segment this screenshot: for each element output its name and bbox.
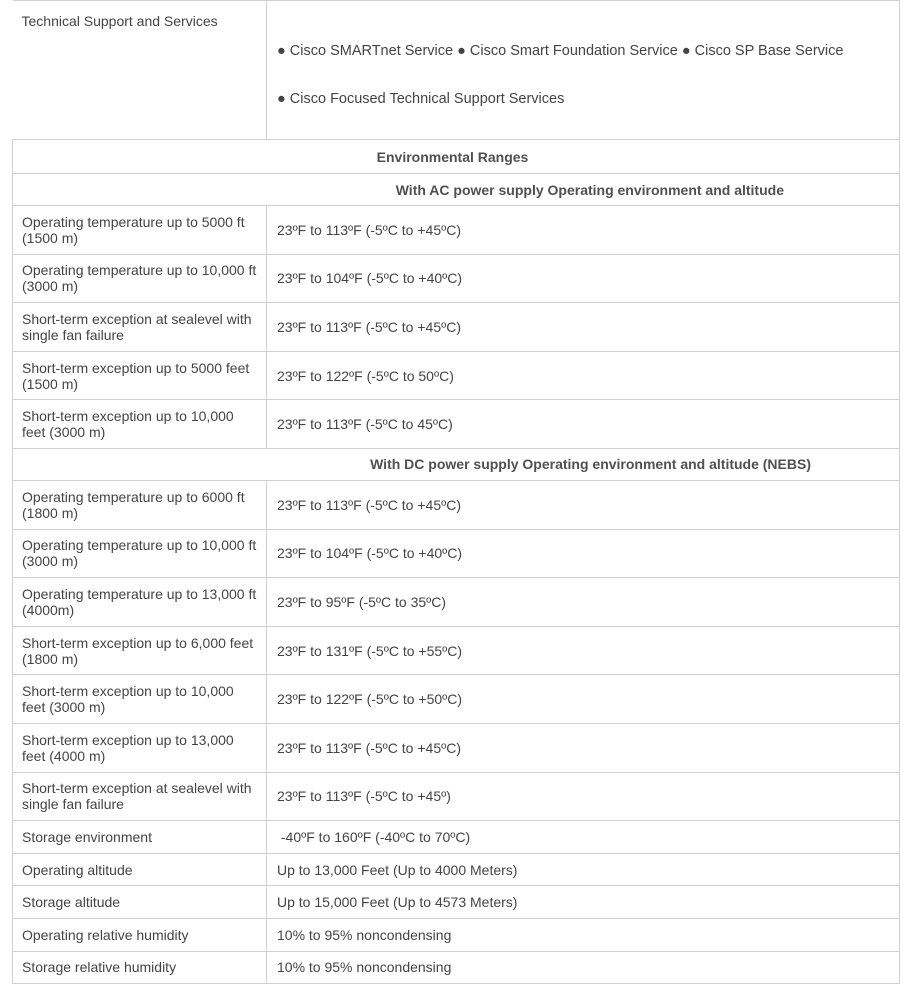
table-row <box>13 821 900 854</box>
row-label: Short-term exception at sealevel with single fan failure <box>13 303 267 352</box>
table-row <box>13 772 900 821</box>
table-row <box>13 206 900 255</box>
services-line-2: ● Cisco Focused Technical Support Services <box>277 91 565 107</box>
table-row <box>13 448 900 480</box>
ac-rows <box>13 206 900 449</box>
row-label: Operating relative humidity <box>13 918 267 951</box>
support-label: Technical Support and Services <box>13 1 267 140</box>
row-label: Operating temperature up to 5000 ft (1500 m) <box>13 206 267 255</box>
row-label: Operating temperature up to 13,000 ft (4000m) <box>13 578 267 627</box>
ac-heading: With AC power supply Operating environment and altitude <box>13 174 900 206</box>
row-value: 23ºF to 122ºF (-5ºC to +50ºC) <box>267 675 900 724</box>
row-value: 23ºF to 113ºF (-5ºC to 45ºC) <box>267 400 900 449</box>
row-label: Short-term exception up to 5000 feet (1500 m) <box>13 351 267 400</box>
row-label: Short-term exception up to 10,000 feet (3000 m) <box>13 675 267 724</box>
row-value: 10% to 95% noncondensing <box>267 918 900 951</box>
row-value: 23ºF to 95ºF (-5ºC to 35ºC) <box>267 578 900 627</box>
row-value: 23ºF to 113ºF (-5ºC to +45º) <box>267 772 900 821</box>
dc-heading: With DC power supply Operating environment and altitude (NEBS) <box>13 448 900 480</box>
row-label: Operating temperature up to 10,000 ft (3000 m) <box>13 529 267 578</box>
row-label: Storage altitude <box>13 886 267 919</box>
row-value: 23ºF to 113ºF (-5ºC to +45ºC) <box>267 303 900 352</box>
dc-rows <box>13 480 900 820</box>
support-services <box>267 1 900 140</box>
row-label: Operating altitude <box>13 853 267 886</box>
other-rows <box>13 821 900 984</box>
row-value: 23ºF to 113ºF (-5ºC to +45ºC) <box>267 206 900 255</box>
row-value: 10% to 95% noncondensing <box>267 951 900 984</box>
table-row <box>13 675 900 724</box>
row-label: Operating temperature up to 6000 ft (1800 m) <box>13 480 267 529</box>
table-row <box>13 1 900 140</box>
row-label: Short-term exception at sealevel with single fan failure <box>13 772 267 821</box>
table-row <box>13 918 900 951</box>
row-value: 23ºF to 104ºF (-5ºC to +40ºC) <box>267 529 900 578</box>
row-value: Up to 15,000 Feet (Up to 4573 Meters) <box>267 886 900 919</box>
table-row <box>13 400 900 449</box>
row-value: Up to 13,000 Feet (Up to 4000 Meters) <box>267 853 900 886</box>
row-value: 23ºF to 131ºF (-5ºC to +55ºC) <box>267 626 900 675</box>
services-line-1: ● Cisco SMARTnet Service ● Cisco Smart Foundation Service ● Cisco SP Base Service <box>277 43 844 59</box>
environmental-heading: Environmental Ranges <box>13 140 900 174</box>
row-value: -40ºF to 160ºF (-40ºC to 70ºC) <box>267 821 900 854</box>
table-row <box>13 853 900 886</box>
table-row <box>13 723 900 772</box>
table-row <box>13 578 900 627</box>
table-row <box>13 303 900 352</box>
row-label: Operating temperature up to 10,000 ft (3000 m) <box>13 254 267 303</box>
table-row <box>13 529 900 578</box>
table-row <box>13 951 900 984</box>
table-row <box>13 626 900 675</box>
table-row <box>13 174 900 206</box>
row-label: Storage environment <box>13 821 267 854</box>
table-row <box>13 480 900 529</box>
spec-table <box>12 0 900 984</box>
table-row <box>13 140 900 174</box>
table-row <box>13 254 900 303</box>
row-value: 23ºF to 113ºF (-5ºC to +45ºC) <box>267 480 900 529</box>
row-label: Short-term exception up to 10,000 feet (3000 m) <box>13 400 267 449</box>
row-value: 23ºF to 113ºF (-5ºC to +45ºC) <box>267 723 900 772</box>
table-row <box>13 351 900 400</box>
row-label: Short-term exception up to 6,000 feet (1800 m) <box>13 626 267 675</box>
row-label: Storage relative humidity <box>13 951 267 984</box>
row-label: Short-term exception up to 13,000 feet (4000 m) <box>13 723 267 772</box>
row-value: 23ºF to 122ºF (-5ºC to 50ºC) <box>267 351 900 400</box>
table-row <box>13 886 900 919</box>
row-value: 23ºF to 104ºF (-5ºC to +40ºC) <box>267 254 900 303</box>
